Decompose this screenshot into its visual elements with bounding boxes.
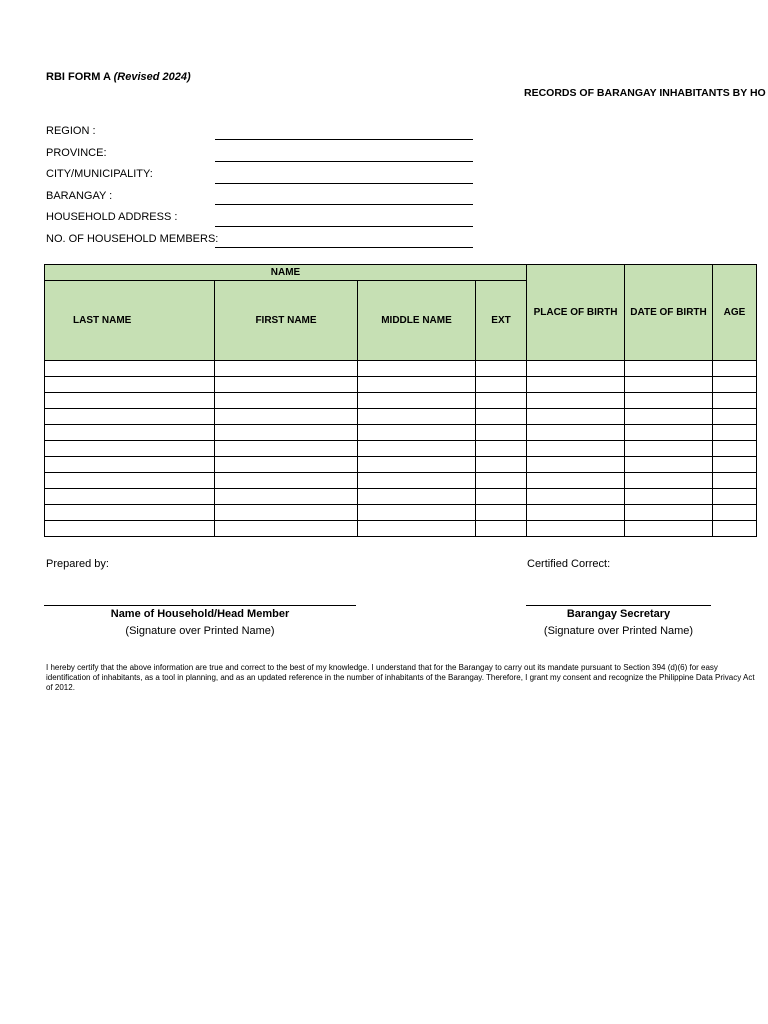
table-cell[interactable]	[358, 473, 476, 489]
barangay-secretary-caption: Barangay Secretary	[566, 608, 671, 620]
table-cell[interactable]	[527, 393, 625, 409]
table-cell[interactable]	[45, 393, 215, 409]
table-cell[interactable]	[215, 505, 358, 521]
table-cell[interactable]	[358, 393, 476, 409]
table-cell[interactable]	[215, 393, 358, 409]
region-field[interactable]	[215, 139, 473, 140]
table-body	[45, 361, 757, 537]
table-cell[interactable]	[476, 505, 527, 521]
inhabitants-table	[44, 264, 757, 537]
table-row	[45, 521, 757, 537]
table-cell[interactable]	[215, 441, 358, 457]
table-cell[interactable]	[527, 425, 625, 441]
table-cell[interactable]	[625, 505, 713, 521]
table-cell[interactable]	[527, 457, 625, 473]
col-header-first-name: FIRST NAME	[215, 281, 358, 361]
table-cell[interactable]	[625, 361, 713, 377]
records-title: RECORDS OF BARANGAY INHABITANTS BY HO	[524, 87, 766, 99]
table-cell[interactable]	[476, 377, 527, 393]
table-cell[interactable]	[713, 457, 757, 473]
table-row	[45, 409, 757, 425]
table-cell[interactable]	[625, 473, 713, 489]
table-cell[interactable]	[476, 393, 527, 409]
table-cell[interactable]	[527, 505, 625, 521]
province-field[interactable]	[215, 161, 473, 162]
table-cell[interactable]	[527, 361, 625, 377]
table-cell[interactable]	[45, 409, 215, 425]
table-cell[interactable]	[713, 361, 757, 377]
col-header-last-name: LAST NAME	[45, 281, 215, 361]
table-cell[interactable]	[45, 505, 215, 521]
table-cell[interactable]	[713, 393, 757, 409]
table-cell[interactable]	[45, 521, 215, 537]
table-row	[45, 361, 757, 377]
form-revision: (Revised 2024)	[113, 71, 191, 83]
table-cell[interactable]	[476, 361, 527, 377]
table-cell[interactable]	[476, 425, 527, 441]
table-cell[interactable]	[713, 425, 757, 441]
barangay-secretary-signature-line[interactable]	[526, 605, 711, 606]
table-row	[45, 425, 757, 441]
household-address-field[interactable]	[215, 226, 473, 227]
table-cell[interactable]	[476, 457, 527, 473]
table-cell[interactable]	[215, 489, 358, 505]
table-row	[45, 393, 757, 409]
table-cell[interactable]	[625, 441, 713, 457]
city-municipality-field[interactable]	[215, 183, 473, 184]
table-cell[interactable]	[45, 361, 215, 377]
col-header-date-of-birth: DATE OF BIRTH	[625, 265, 713, 361]
table-cell[interactable]	[45, 377, 215, 393]
city-municipality-label: CITY/MUNICIPALITY:	[46, 168, 153, 180]
barangay-label: BARANGAY :	[46, 190, 113, 202]
table-cell[interactable]	[713, 377, 757, 393]
province-label: PROVINCE:	[46, 147, 107, 159]
table-cell[interactable]	[527, 473, 625, 489]
table-cell[interactable]	[625, 409, 713, 425]
table-cell[interactable]	[358, 425, 476, 441]
barangay-field[interactable]	[215, 204, 473, 205]
table-cell[interactable]	[45, 489, 215, 505]
table-cell[interactable]	[476, 489, 527, 505]
table-cell[interactable]	[358, 441, 476, 457]
table-row	[45, 441, 757, 457]
household-head-name-caption: Name of Household/Head Member	[110, 608, 290, 620]
table-cell[interactable]	[358, 457, 476, 473]
table-cell[interactable]	[713, 505, 757, 521]
table-row	[45, 505, 757, 521]
col-header-middle-name: MIDDLE NAME	[358, 281, 476, 361]
table-cell[interactable]	[358, 489, 476, 505]
table-cell[interactable]	[476, 441, 527, 457]
table-cell[interactable]	[215, 377, 358, 393]
table-cell[interactable]	[45, 441, 215, 457]
region-label: REGION :	[46, 125, 96, 137]
table-cell[interactable]	[713, 521, 757, 537]
table-cell[interactable]	[713, 489, 757, 505]
table-cell[interactable]	[713, 409, 757, 425]
table-cell[interactable]	[45, 473, 215, 489]
table-cell[interactable]	[476, 473, 527, 489]
table-cell[interactable]	[476, 521, 527, 537]
table-cell[interactable]	[625, 457, 713, 473]
table-cell[interactable]	[358, 409, 476, 425]
table-row	[45, 473, 757, 489]
table-cell[interactable]	[527, 409, 625, 425]
table-cell[interactable]	[527, 441, 625, 457]
table-cell[interactable]	[527, 521, 625, 537]
name-group-header: NAME	[45, 265, 527, 281]
table-cell[interactable]	[215, 457, 358, 473]
table-cell[interactable]	[625, 377, 713, 393]
table-cell[interactable]	[45, 425, 215, 441]
table-cell[interactable]	[358, 521, 476, 537]
table-row	[45, 457, 757, 473]
table-cell[interactable]	[358, 361, 476, 377]
table-cell[interactable]	[215, 473, 358, 489]
col-header-place-of-birth: PLACE OF BIRTH	[527, 265, 625, 361]
table-cell[interactable]	[527, 489, 625, 505]
form-code: RBI FORM A	[46, 71, 111, 83]
col-header-age: AGE	[713, 265, 757, 361]
table-cell[interactable]	[358, 377, 476, 393]
table-cell[interactable]	[215, 361, 358, 377]
certified-correct-label: Certified Correct:	[527, 558, 611, 570]
household-address-label: HOUSEHOLD ADDRESS :	[46, 211, 178, 223]
barangay-secretary-signature-caption: (Signature over Printed Name)	[543, 625, 694, 637]
table-cell[interactable]	[527, 377, 625, 393]
table-row	[45, 377, 757, 393]
table-row	[45, 489, 757, 505]
table-cell[interactable]	[625, 489, 713, 505]
household-head-signature-caption: (Signature over Printed Name)	[125, 625, 275, 637]
table-cell[interactable]	[358, 505, 476, 521]
table-cell[interactable]	[713, 441, 757, 457]
table-cell[interactable]	[625, 521, 713, 537]
table-cell[interactable]	[476, 409, 527, 425]
table-cell[interactable]	[625, 425, 713, 441]
form-title	[46, 71, 191, 83]
table-cell[interactable]	[625, 393, 713, 409]
household-members-label: NO. OF HOUSEHOLD MEMBERS:	[46, 233, 219, 245]
table-cell[interactable]	[45, 457, 215, 473]
prepared-by-label: Prepared by:	[46, 558, 109, 570]
table-cell[interactable]	[215, 409, 358, 425]
table-cell[interactable]	[215, 425, 358, 441]
col-header-ext: EXT	[476, 281, 527, 361]
certification-statement: I hereby certify that the above information are true and correct to the best of my knowledge. I understand that for the Barangay to carry out its mandate pursuant to Section 394 (d)(6) for easy identification of inhabitants, as a tool in planning, and as an updated reference in the number of inhabitants of the Barangay. Therefore, I grant my consent and recognize the Philippine Data Privacy Act of 2012.	[46, 663, 755, 692]
household-head-signature-line[interactable]	[44, 605, 356, 606]
household-members-field[interactable]	[215, 247, 473, 248]
table-cell[interactable]	[215, 521, 358, 537]
table-cell[interactable]	[713, 473, 757, 489]
